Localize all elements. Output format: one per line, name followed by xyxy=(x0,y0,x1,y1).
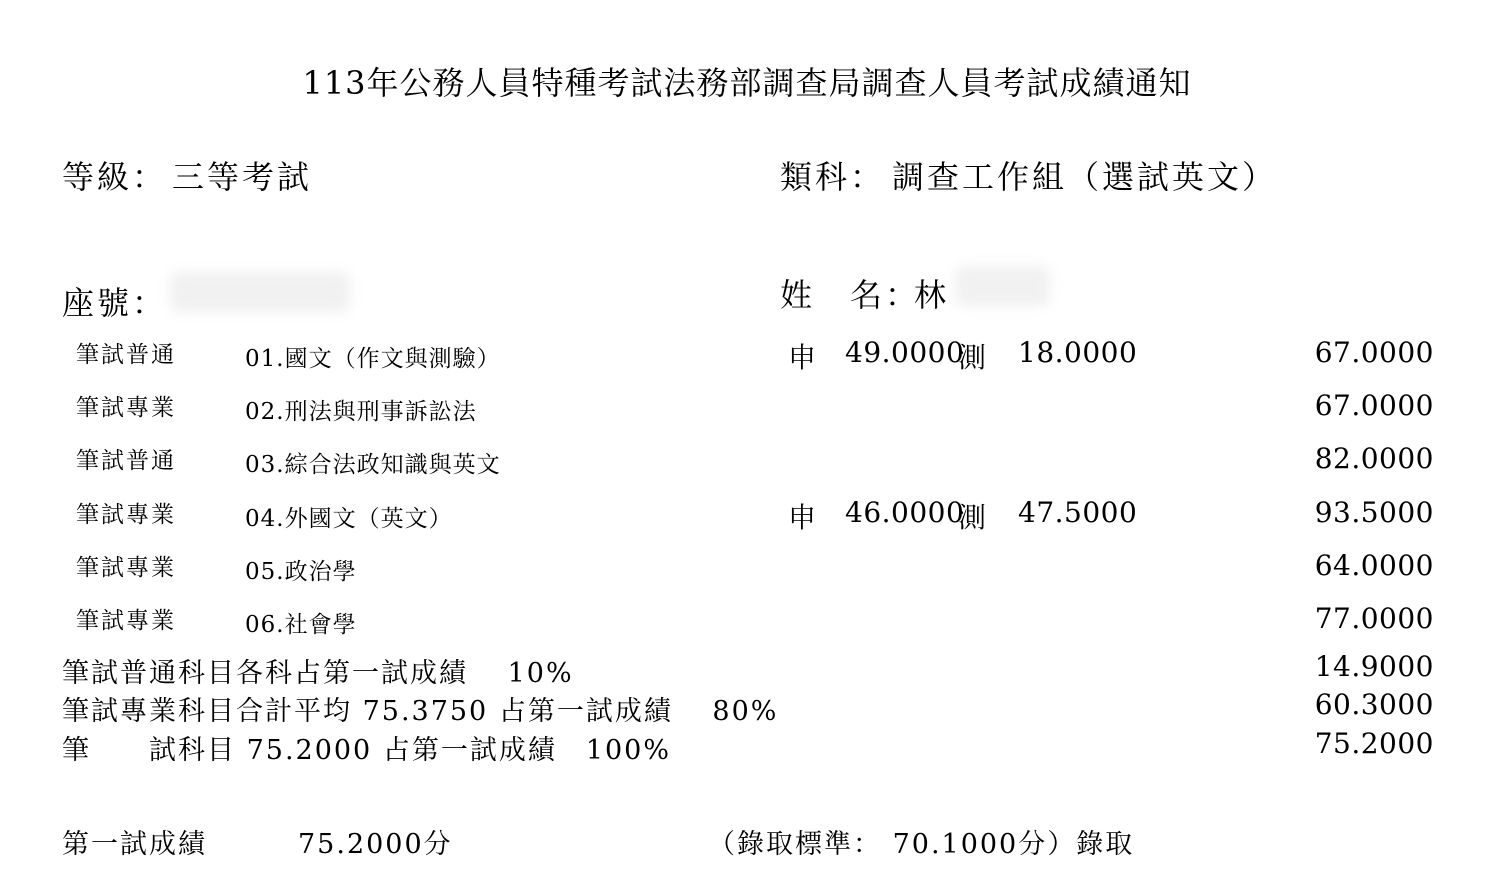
ce-label: 測 xyxy=(958,341,987,374)
subject-name: 03.綜合法政知識與英文 xyxy=(245,452,501,478)
subject-name: 01.國文（作文與測驗） xyxy=(245,346,501,372)
first-exam-label: 第一試成績 xyxy=(62,829,207,860)
summary-total-score: 75.2000 xyxy=(1314,727,1434,760)
summary-professional-label: 筆試專業科目合計平均 75.3750 占第一試成績 80% xyxy=(62,696,779,727)
summary-general-score: 14.9000 xyxy=(1314,650,1434,683)
subject-score: 67.0000 xyxy=(1314,336,1434,369)
category-label: 類科： xyxy=(780,158,886,196)
ce-score: 47.5000 xyxy=(1018,496,1138,529)
subject-name: 06.社會學 xyxy=(245,612,357,638)
shen-label: 申 xyxy=(788,341,817,374)
subject-name: 05.政治學 xyxy=(245,559,357,585)
shen-score: 46.0000 xyxy=(845,496,965,529)
subject-type: 筆試專業 xyxy=(76,608,176,634)
subject-type: 筆試普通 xyxy=(76,448,176,474)
grade-value: 三等考試 xyxy=(172,158,313,196)
subject-score: 77.0000 xyxy=(1314,602,1434,635)
admission-standard: （錄取標準： 70.1000分）錄取 xyxy=(708,829,1135,860)
seat-redaction xyxy=(170,272,350,312)
subject-score: 82.0000 xyxy=(1314,442,1434,475)
summary-professional-score: 60.3000 xyxy=(1314,688,1434,721)
category-value: 調查工作組（選試英文） xyxy=(892,158,1278,196)
page-title: 113年公務人員特種考試法務部調查局調查人員考試成績通知 xyxy=(302,64,1192,102)
seat-label: 座號： xyxy=(62,284,168,322)
subject-name: 02.刑法與刑事訴訟法 xyxy=(245,399,477,425)
name-label: 姓 名： xyxy=(780,276,921,314)
subject-score: 64.0000 xyxy=(1314,549,1434,582)
subject-score: 93.5000 xyxy=(1314,496,1434,529)
subject-type: 筆試普通 xyxy=(76,342,176,368)
subject-type: 筆試專業 xyxy=(76,395,176,421)
summary-total-label: 筆 試科目 75.2000 占第一試成績 100% xyxy=(62,735,672,766)
summary-general-label: 筆試普通科目各科占第一試成績 10% xyxy=(62,658,574,689)
subject-type: 筆試專業 xyxy=(76,502,176,528)
grade-label: 等級： xyxy=(62,158,168,196)
name-value: 林 xyxy=(914,276,950,314)
subject-score: 67.0000 xyxy=(1314,389,1434,422)
shen-label: 申 xyxy=(788,501,817,534)
name-redaction xyxy=(955,266,1050,306)
subject-type: 筆試專業 xyxy=(76,555,176,581)
subject-name: 04.外國文（英文） xyxy=(245,506,453,532)
first-exam-score: 75.2000分 xyxy=(298,829,453,860)
shen-score: 49.0000 xyxy=(845,336,965,369)
ce-label: 測 xyxy=(958,501,987,534)
ce-score: 18.0000 xyxy=(1018,336,1138,369)
